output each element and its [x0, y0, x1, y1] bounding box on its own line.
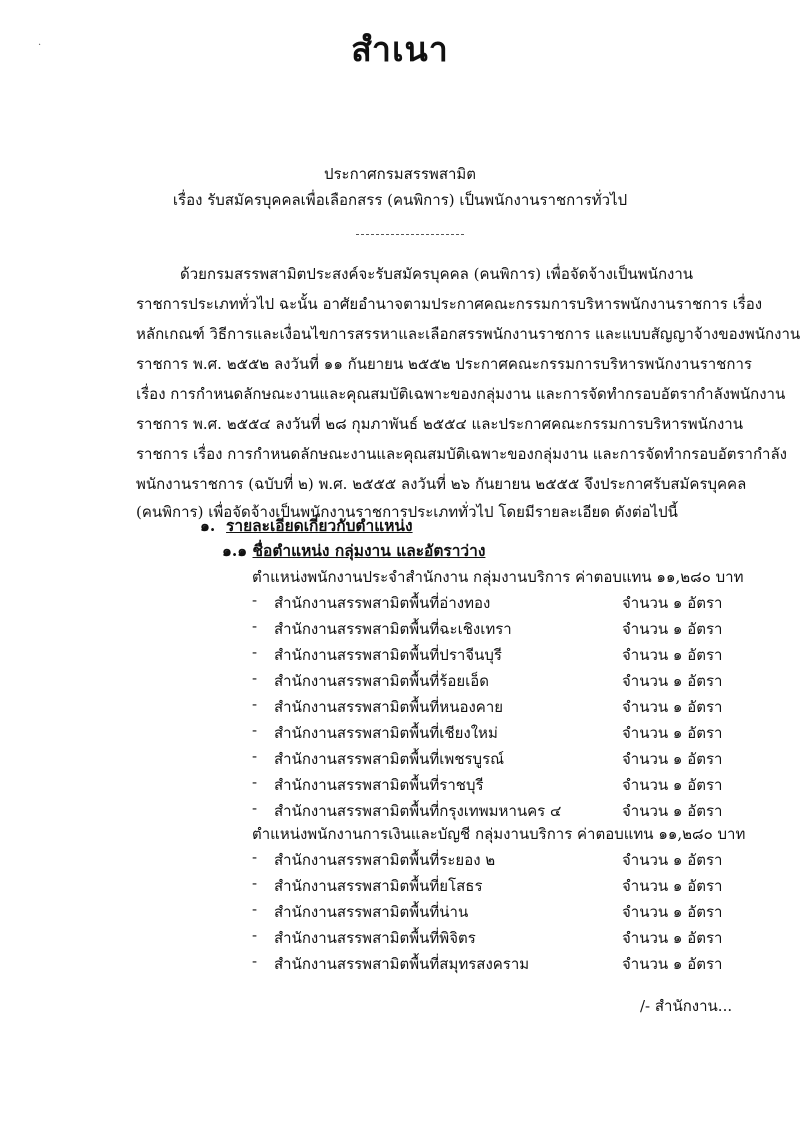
section-title: รายละเอียดเกี่ยวกับตำแหน่ง	[226, 516, 413, 535]
list-item	[252, 900, 732, 920]
list-dash: -	[252, 799, 258, 817]
list-item	[252, 952, 732, 972]
list-item	[252, 721, 732, 741]
office-name: สำนักงานสรรพสามิตพื้นที่ฉะเชิงเทรา	[274, 620, 512, 638]
body-line: ราชการ พ.ศ. ๒๕๕๒ ลงวันที่ ๑๑ กันยายน ๒๕๕๒ ประกาศคณะกรรมการบริหารพนักงานราชการ	[136, 355, 752, 373]
list-dash: -	[252, 721, 258, 739]
office-name: สำนักงานสรรพสามิตพื้นที่ปราจีนบุรี	[274, 646, 502, 664]
vacancy-count: จำนวน ๑ อัตรา	[622, 672, 723, 690]
section-1-1-heading	[222, 538, 485, 563]
section-1-heading	[200, 513, 413, 538]
vacancy-count: จำนวน ๑ อัตรา	[622, 802, 723, 820]
list-item	[252, 617, 732, 637]
list-item	[252, 799, 732, 819]
vacancy-count: จำนวน ๑ อัตรา	[622, 903, 723, 921]
body-line: (คนพิการ) เพื่อจัดจ้างเป็นพนักงานราชการประเภททั่วไป โดยมีรายละเอียด ดังต่อไปนี้	[136, 503, 678, 521]
vacancy-count: จำนวน ๑ อัตรา	[622, 646, 723, 664]
position-heading: ตำแหน่งพนักงานประจำสำนักงาน กลุ่มงานบริการ ค่าตอบแทน ๑๑,๒๘๐ บาท	[252, 568, 744, 586]
office-name: สำนักงานสรรพสามิตพื้นที่ระยอง ๒	[274, 851, 496, 869]
office-name: สำนักงานสรรพสามิตพื้นที่ร้อยเอ็ด	[274, 672, 490, 690]
office-name: สำนักงานสรรพสามิตพื้นที่อ่างทอง	[274, 594, 491, 612]
section-title: ชื่อตำแหน่ง กลุ่มงาน และอัตราว่าง	[252, 541, 486, 560]
list-dash: -	[252, 773, 258, 791]
body-line: ด้วยกรมสรรพสามิตประสงค์จะรับสมัครบุคคล (คนพิการ) เพื่อจัดจ้างเป็นพนักงาน	[180, 265, 694, 283]
list-item	[252, 747, 732, 767]
body-line: ราชการประเภททั่วไป ฉะนั้น อาศัยอำนาจตามประกาศคณะกรรมการบริหารพนักงานราชการ เรื่อง	[136, 295, 763, 313]
list-item	[252, 874, 732, 894]
office-name: สำนักงานสรรพสามิตพื้นที่ยโสธร	[274, 877, 483, 895]
list-item	[252, 669, 732, 689]
list-dash: -	[252, 900, 258, 918]
list-dash: -	[252, 747, 258, 765]
position-heading: ตำแหน่งพนักงานการเงินและบัญชี กลุ่มงานบริการ ค่าตอบแทน ๑๑,๒๘๐ บาท	[252, 825, 746, 843]
body-line: เรื่อง การกำหนดลักษณะงานและคุณสมบัติเฉพาะของกลุ่มงาน และการจัดทำกรอบอัตรากำลังพนักงาน	[136, 385, 786, 403]
office-name: สำนักงานสรรพสามิตพื้นที่เชียงใหม่	[274, 724, 498, 742]
list-dash: -	[252, 952, 258, 970]
announcement-title: ประกาศกรมสรรพสามิต	[323, 165, 477, 183]
office-name: สำนักงานสรรพสามิตพื้นที่พิจิตร	[274, 929, 476, 947]
office-name: สำนักงานสรรพสามิตพื้นที่สมุทรสงคราม	[274, 955, 530, 973]
section-number: ๑.๑	[222, 541, 248, 560]
vacancy-count: จำนวน ๑ อัตรา	[622, 620, 723, 638]
list-dash: -	[252, 695, 258, 713]
body-line: ราชการ เรื่อง การกำหนดลักษณะงานและคุณสมบัติเฉพาะของกลุ่มงาน และการจัดทำกรอบอัตรากำลัง	[136, 445, 787, 463]
vacancy-count: จำนวน ๑ อัตรา	[622, 776, 723, 794]
copy-stamp: สำเนา	[351, 30, 449, 70]
body-line: ราชการ พ.ศ. ๒๕๕๔ ลงวันที่ ๒๘ กุมภาพันธ์ ๒๕๕๔ และประกาศคณะกรรมการบริหารพนักงาน	[136, 415, 743, 433]
list-item	[252, 848, 732, 868]
announcement-subject: เรื่อง รับสมัครบุคคลเพื่อเลือกสรร (คนพิการ) เป็นพนักงานราชการทั่วไป	[172, 191, 628, 209]
list-item	[252, 926, 732, 946]
list-dash: -	[252, 669, 258, 687]
section-number: ๑.	[200, 516, 216, 535]
list-dash: -	[252, 591, 258, 609]
title-divider	[356, 234, 464, 235]
list-item	[252, 643, 732, 663]
vacancy-count: จำนวน ๑ อัตรา	[622, 955, 723, 973]
office-name: สำนักงานสรรพสามิตพื้นที่น่าน	[274, 903, 469, 921]
list-dash: -	[252, 617, 258, 635]
office-name: สำนักงานสรรพสามิตพื้นที่กรุงเทพมหานคร ๔	[274, 802, 562, 820]
office-name: สำนักงานสรรพสามิตพื้นที่ราชบุรี	[274, 776, 484, 794]
page-continuation-note: /- สำนักงาน...	[640, 997, 733, 1015]
body-line: หลักเกณฑ์ วิธีการและเงื่อนไขการสรรหาและเลือกสรรพนักงานราชการ และแบบสัญญาจ้างของพนักงาน	[136, 325, 800, 343]
vacancy-count: จำนวน ๑ อัตรา	[622, 724, 723, 742]
office-name: สำนักงานสรรพสามิตพื้นที่หนองคาย	[274, 698, 504, 716]
vacancy-count: จำนวน ๑ อัตรา	[622, 851, 723, 869]
list-item	[252, 773, 732, 793]
vacancy-count: จำนวน ๑ อัตรา	[622, 877, 723, 895]
list-dash: -	[252, 926, 258, 944]
scan-speck: ·	[38, 40, 42, 51]
list-dash: -	[252, 848, 258, 866]
list-dash: -	[252, 643, 258, 661]
vacancy-count: จำนวน ๑ อัตรา	[622, 698, 723, 716]
list-dash: -	[252, 874, 258, 892]
office-name: สำนักงานสรรพสามิตพื้นที่เพชรบูรณ์	[274, 750, 505, 768]
list-item	[252, 695, 732, 715]
list-item	[252, 591, 732, 611]
body-line: พนักงานราชการ (ฉบับที่ ๒) พ.ศ. ๒๕๕๕ ลงวันที่ ๒๖ กันยายน ๒๕๕๕ จึงประกาศรับสมัครบุคคล	[136, 475, 747, 493]
vacancy-count: จำนวน ๑ อัตรา	[622, 594, 723, 612]
vacancy-count: จำนวน ๑ อัตรา	[622, 750, 723, 768]
vacancy-count: จำนวน ๑ อัตรา	[622, 929, 723, 947]
